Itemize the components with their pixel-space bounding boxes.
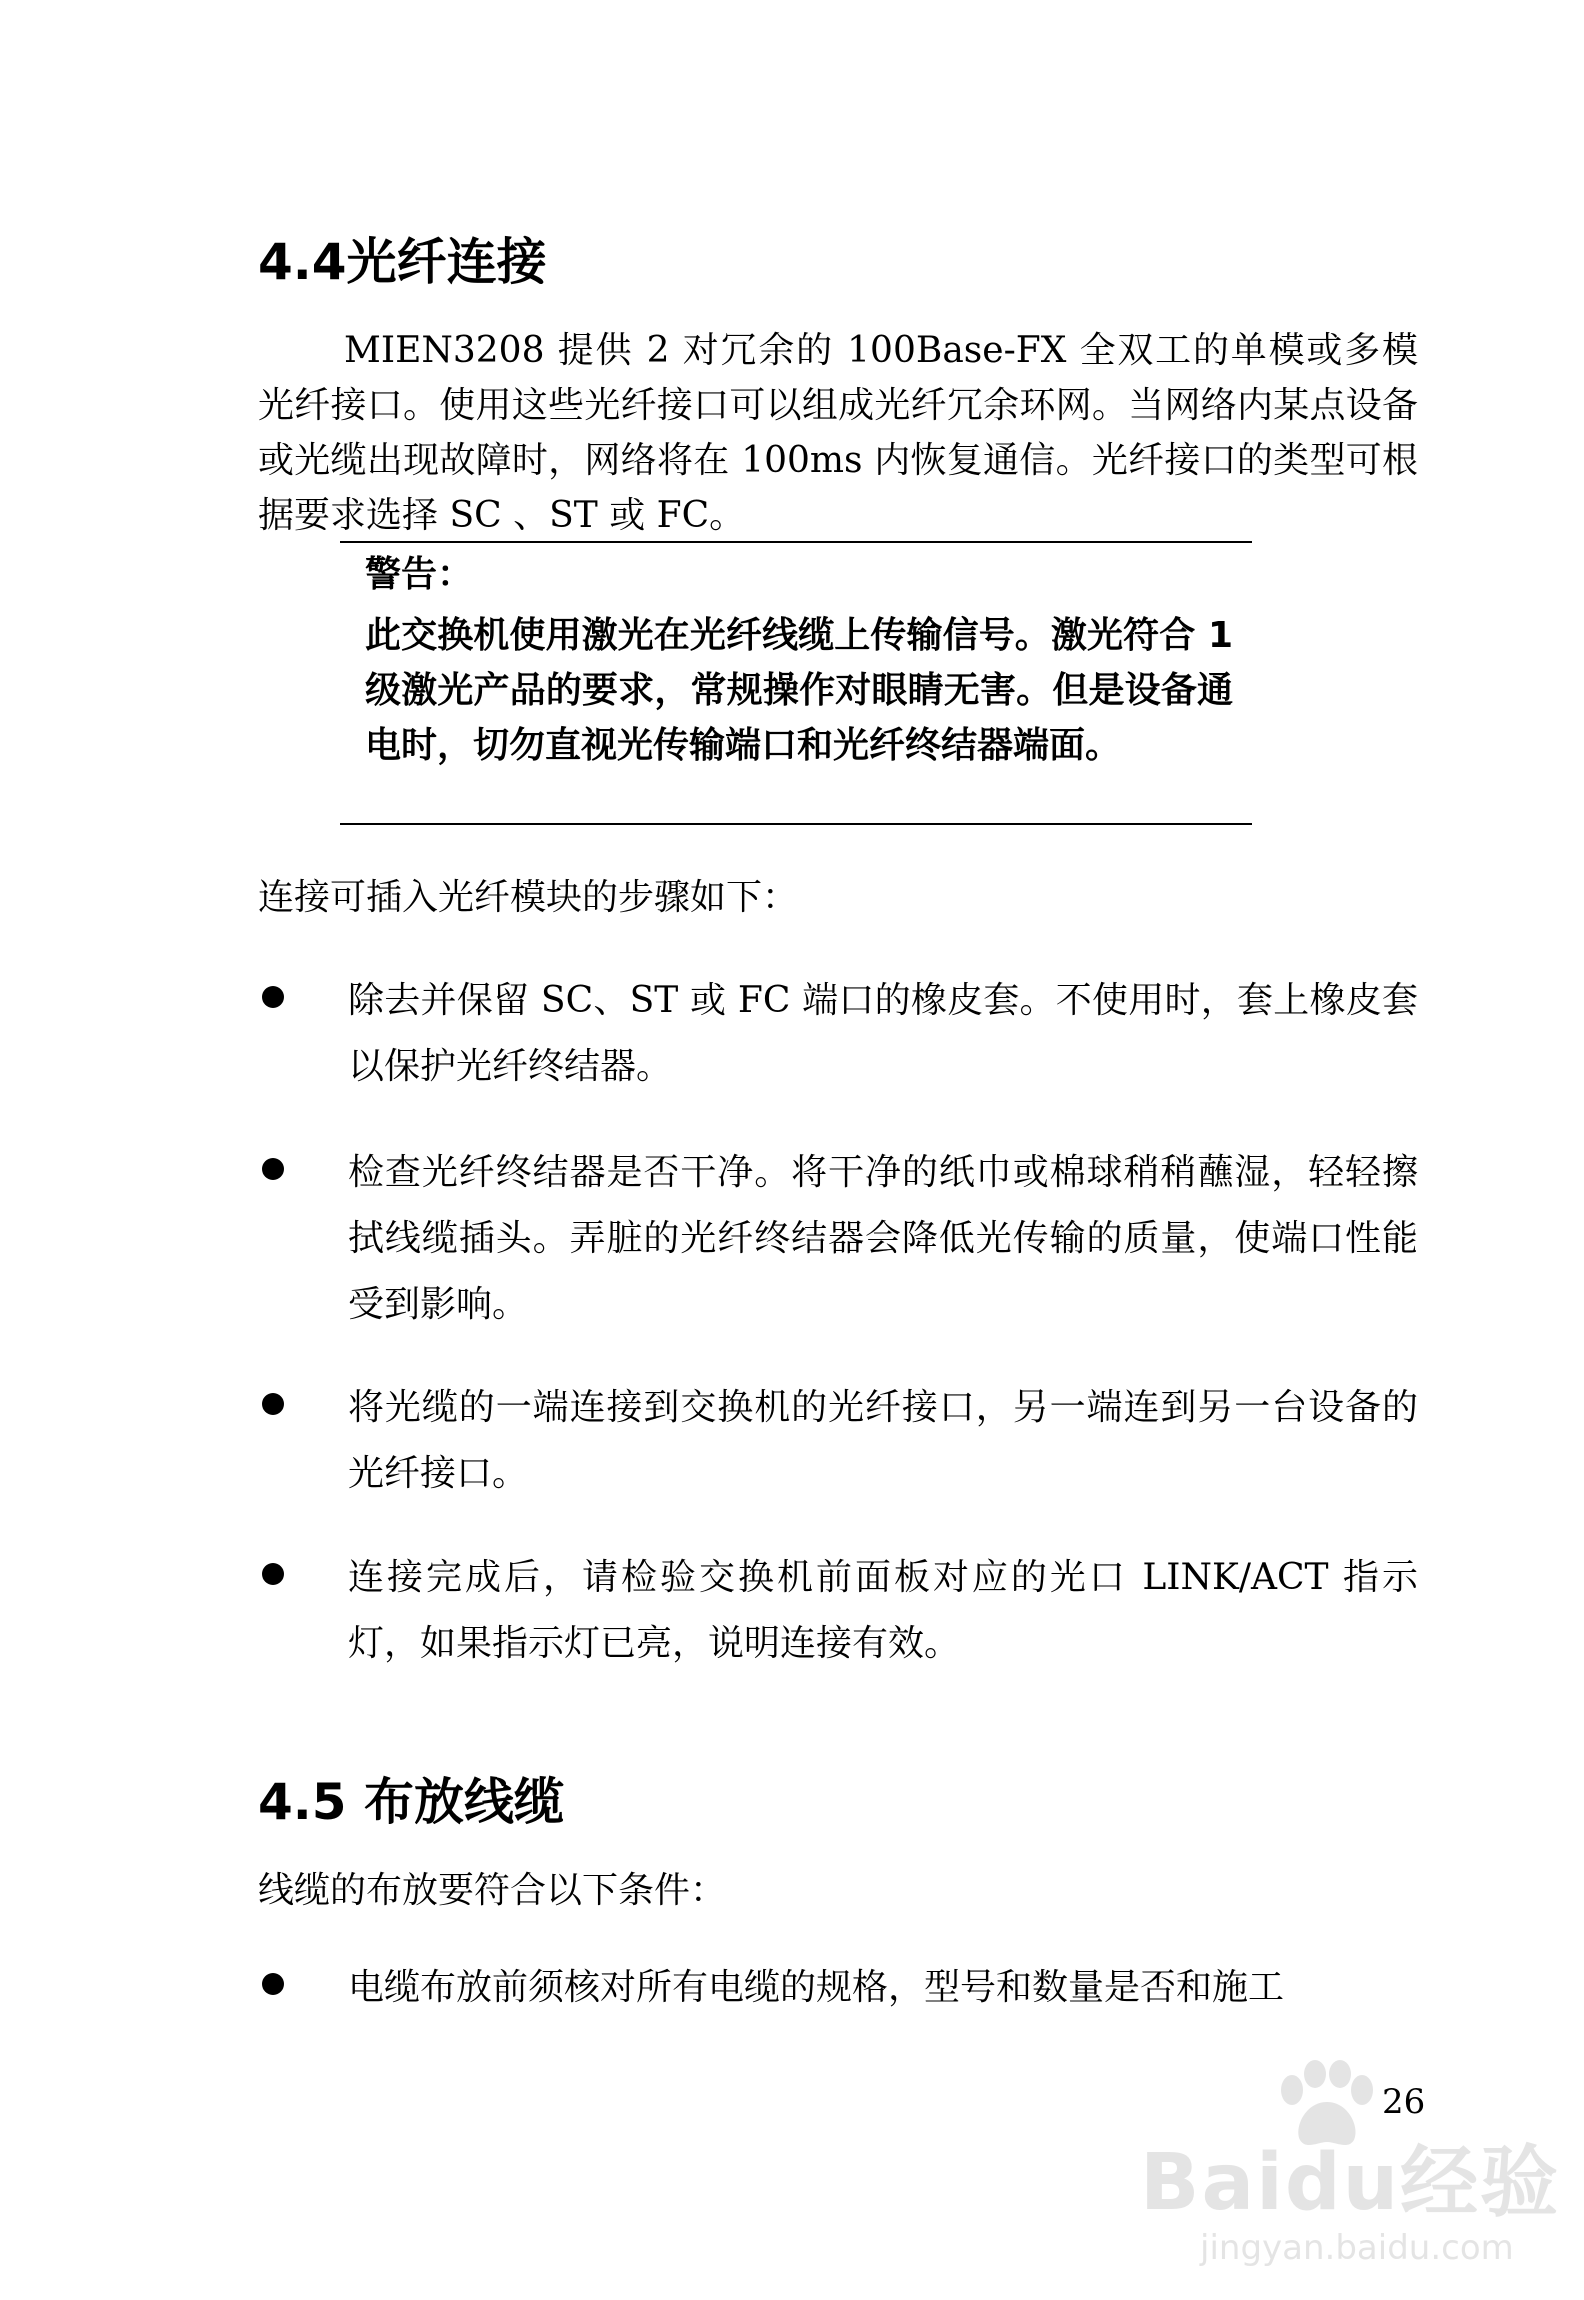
- page-number: 26: [1382, 2082, 1426, 2122]
- bullet-icon: [262, 1158, 284, 1180]
- cabling-lead: 线缆的布放要符合以下条件：: [258, 1870, 727, 1911]
- steps-lead: 连接可插入光纤模块的步骤如下：: [258, 877, 799, 918]
- watermark-url: jingyan.baidu.com: [1200, 2228, 1514, 2268]
- baidu-jingyan-watermark: [1140, 2060, 1560, 2290]
- warning-text: 此交换机使用激光在光纤线缆上传输信号。激光符合 1 级激光产品的要求，常规操作对眼睛无害。但是设备通电时，切勿直视光传输端口和光纤终结器端面。: [365, 615, 1233, 766]
- list-item-text: 电缆布放前须核对所有电缆的规格，型号和数量是否和施工: [348, 1967, 1285, 2008]
- watermark-brand: Baidu经验: [1140, 2138, 1561, 2228]
- bullet-icon: [262, 1973, 284, 1995]
- list-item-text: 除去并保留 SC、ST 或 FC 端口的橡皮套。不使用时，套上橡皮套以保护光纤终结器。: [348, 980, 1418, 1087]
- warning-top-rule: [340, 541, 1252, 543]
- warning-bottom-rule: [340, 823, 1252, 825]
- section-heading-4-5: 4.5 布放线缆: [258, 1773, 564, 1831]
- section-heading-4-4: 4.4光纤连接: [258, 233, 547, 291]
- intro-paragraph: MIEN3208 提供 2 对冗余的 100Base-FX 全双工的单模或多模光纤接口。使用这些光纤接口可以组成光纤冗余环网。当网络内某点设备或光缆出现故障时，网络将在 100ms 内恢复通信。光纤接口的类型可根据要求选择 SC 、ST 或 FC。: [258, 330, 1418, 536]
- bullet-icon: [262, 986, 284, 1008]
- bullet-icon: [262, 1563, 284, 1585]
- list-item-text: 连接完成后，请检验交换机前面板对应的光口 LINK/ACT 指示灯，如果指示灯已亮，说明连接有效。: [348, 1557, 1418, 1664]
- warning-title: 警告：: [365, 554, 474, 595]
- bullet-icon: [262, 1393, 284, 1415]
- list-item-text: 将光缆的一端连接到交换机的光纤接口，另一端连到另一台设备的光纤接口。: [348, 1387, 1418, 1494]
- paw-icon: [1270, 2060, 1380, 2150]
- list-item-text: 检查光纤终结器是否干净。将干净的纸巾或棉球稍稍蘸湿，轻轻擦拭线缆插头。弄脏的光纤终结器会降低光传输的质量，使端口性能受到影响。: [348, 1152, 1418, 1325]
